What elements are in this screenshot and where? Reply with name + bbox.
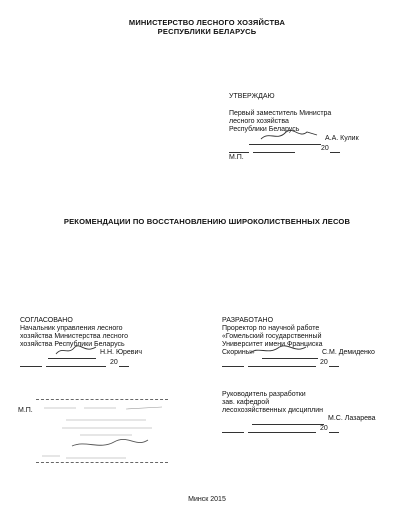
document-title-text: РЕКОМЕНДАЦИИ ПО ВОССТАНОВЛЕНИЮ ШИРОКОЛИСТВЕННЫХ ЛЕСОВ [63,217,351,226]
approval-signature-row [229,135,399,145]
developed-signature-row [222,349,406,359]
seal-stamp-icon [36,400,168,464]
agreed-line-1: Начальник управления лесного [20,325,123,332]
ministry-line-1: МИНИСТЕРСТВО ЛЕСНОГО ХОЗЯЙСТВА [128,18,286,27]
seal-stamp [36,399,168,463]
developed-line-4: Скорины» [222,349,255,356]
developed-signature-icon [248,343,308,357]
developer-head-date-year: 20 [320,425,328,432]
developer-head-signature-row [222,415,406,425]
developed-line-2: «Гомельский государственный [222,333,322,340]
approval-heading: УТВЕРЖДАЮ [229,93,275,100]
developer-head-date-row [222,425,406,434]
agreed-line-3: хозяйства Республики Беларусь [20,341,125,348]
developed-line-1: Проректор по научной работе [222,325,320,332]
agreed-block [20,317,200,368]
agreed-line-2: хозяйства Министерства лесного [20,333,128,340]
developed-block [222,317,406,368]
approval-date-year: 20 [321,145,329,152]
agreed-heading: СОГЛАСОВАНО [20,317,73,324]
developer-head-line-3: лесохозяйственных дисциплин [222,407,324,414]
agreed-date-row [20,359,200,368]
developed-date-row [222,359,406,368]
agreed-signatory-name: Н.Н. Юревич [100,349,143,356]
agreed-seal-mark: М.П. [18,407,33,414]
developer-head-block [222,391,406,434]
document-footer: Минск 2015 [188,496,226,503]
developer-head-name: М.С. Лазарева [328,415,376,422]
approval-position-1: Первый заместитель Министра [229,110,332,117]
approval-seal-mark: М.П. [229,154,244,161]
developer-head-line-1: Руководитель разработки [222,391,306,398]
approval-date-row [229,145,399,154]
developer-head-line-2: зав. кафедрой [222,399,270,406]
developed-heading: РАЗРАБОТАНО [222,317,274,324]
approval-block [229,93,399,162]
developed-line-3: Университет имени Франциска [222,341,323,348]
ministry-line-2: РЕСПУБЛИКИ БЕЛАРУСЬ [157,27,257,36]
document-title [0,211,414,229]
agreed-signature-icon [54,343,98,357]
approval-position-2: лесного хозяйства [229,118,289,125]
agreed-signature-row [20,349,200,359]
developed-date-year: 20 [320,359,328,366]
agreed-date-year: 20 [110,359,118,366]
approval-position-3: Республики Беларусь [229,126,300,133]
approval-signature-icon [259,129,319,143]
developed-signatory-name: С.М. Демиденко [322,349,375,356]
developer-head-signature-line [252,415,324,425]
ministry-header [0,18,414,36]
approval-signatory-name: А.А. Кулик [325,135,359,142]
